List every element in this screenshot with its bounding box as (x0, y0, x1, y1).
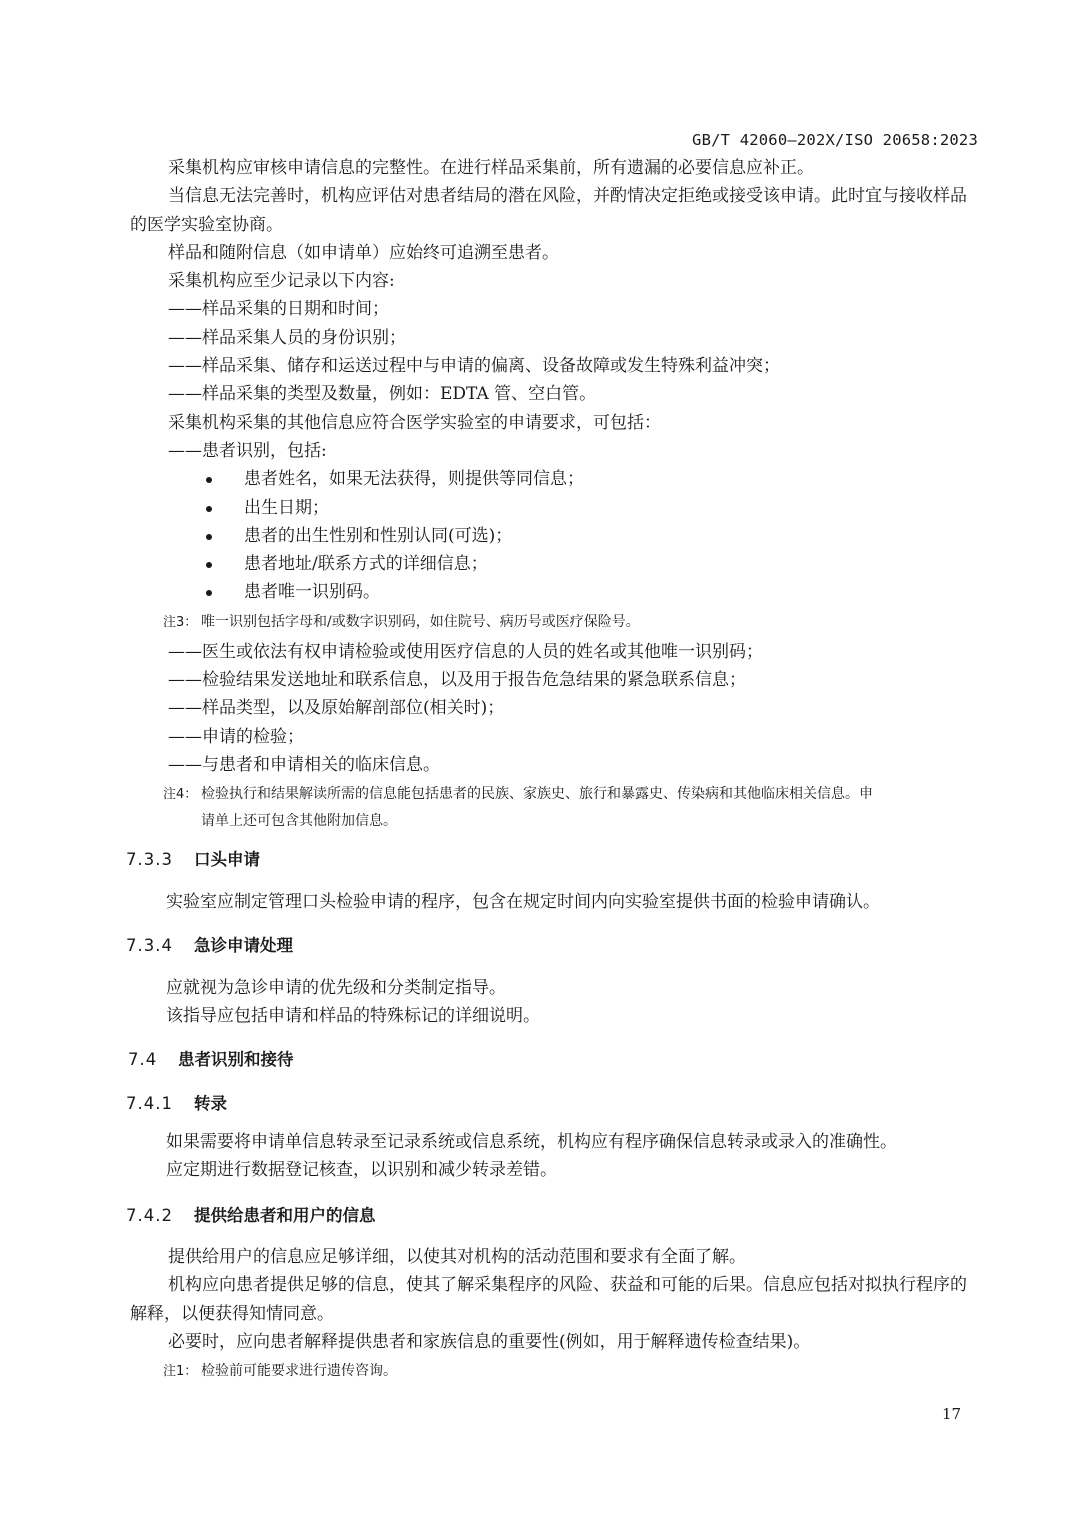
section-title: 提供给患者和用户的信息 (194, 1206, 376, 1225)
paragraph: 当信息无法完善时，机构应评估对患者结局的潜在风险，并酌情决定拒绝或接受该申请。此时宜与接收样品的医学实验室协商。 (130, 186, 967, 235)
section-heading (126, 1090, 980, 1114)
dash-list-item: ——样品采集的日期和时间； (168, 299, 389, 320)
bullet-item (130, 578, 980, 606)
section-number: 7.4.1 (126, 1094, 173, 1113)
standard-number-header: GB/T 42060—202X/ISO 20658:2023 (692, 131, 978, 149)
bullet-item (130, 522, 980, 550)
section-number: 7.3.4 (126, 936, 173, 955)
paragraph: 如果需要将申请单信息转录至记录系统或信息系统，机构应有程序确保信息转录或录入的准确性。 (166, 1132, 897, 1152)
note-4 (163, 781, 980, 834)
note-label: 注4： (163, 787, 198, 803)
paragraph: 样品和随附信息（如申请单）应始终可追溯至患者。 (168, 242, 559, 263)
dash-list-item: ——申请的检验； (168, 726, 304, 747)
section-7-4-2-body (130, 1243, 980, 1387)
paragraph: 应定期进行数据登记核查，以识别和减少转录差错。 (166, 1160, 557, 1181)
bullet-icon (206, 534, 212, 540)
section-heading (128, 1046, 980, 1070)
paragraph: 机构应向患者提供足够的信息，使其了解采集程序的风险、获益和可能的后果。信息应包括对拟执行程序的解释，以便获得知情同意。 (130, 1275, 967, 1324)
bullet-icon (206, 562, 212, 568)
section-7-4-1-body (128, 1128, 980, 1185)
paragraph: 实验室应制定管理口头检验申请的程序，包含在规定时间内向实验室提供书面的检验申请确认。 (166, 892, 880, 912)
paragraph: 应就视为急诊申请的优先级和分类制定指导。 (166, 978, 506, 998)
section-number: 7.4 (128, 1050, 158, 1069)
section-number: 7.3.3 (126, 850, 173, 869)
note-label: 注3： (163, 614, 198, 630)
section-title: 急诊申请处理 (194, 936, 293, 955)
bullet-text: 患者姓名，如果无法获得，则提供等同信息； (244, 469, 584, 490)
bullet-item (130, 550, 980, 578)
paragraph: 采集机构应至少记录以下内容: (168, 271, 395, 292)
note-text: 检验前可能要求进行遗传咨询。 (201, 1363, 397, 1380)
dash-list-item: ——医生或依法有权申请检验或使用医疗信息的人员的姓名或其他唯一识别码； (168, 641, 763, 662)
section-title: 患者识别和接待 (178, 1050, 294, 1069)
dash-list-item: ——样品采集人员的身份识别； (168, 327, 406, 348)
dash-list-item: ——与患者和申请相关的临床信息。 (168, 754, 440, 775)
section-7-4-2 (128, 1202, 980, 1226)
bullet-text: 患者地址/联系方式的详细信息； (244, 554, 488, 575)
section-7-3-3-body (128, 888, 980, 916)
bullet-text: 出生日期； (244, 497, 329, 518)
bullet-icon (206, 477, 212, 483)
section-title: 转录 (194, 1094, 227, 1113)
note-3 (163, 609, 980, 636)
note-text-line2: 请单上还可包含其他附加信息。 (201, 813, 397, 830)
page-number: 17 (942, 1405, 962, 1423)
dash-list-item: ——样品采集、储存和运送过程中与申请的偏离、设备故障或发生特殊利益冲突； (168, 356, 780, 377)
paragraph: 采集机构应审核申请信息的完整性。在进行样品采集前，所有遗漏的必要信息应补正。 (168, 158, 814, 178)
dash-list-item: ——患者识别，包括: (168, 440, 327, 461)
bullet-item (130, 494, 980, 522)
section-7-4-1 (128, 1090, 980, 1114)
dash-list-item: ——检验结果发送地址和联系信息，以及用于报告危急结果的紧急联系信息； (168, 670, 746, 691)
note-text: 唯一识别包括字母和/或数字识别码，如住院号、病历号或医疗保险号。 (201, 613, 640, 630)
dash-list-item: ——样品类型，以及原始解剖部位(相关时)； (168, 698, 505, 719)
section-heading (126, 1202, 980, 1226)
bullet-item (130, 465, 980, 493)
dash-list-item: ——样品采集的类型及数量，例如：EDTA 管、空白管。 (168, 384, 597, 405)
paragraph: 提供给用户的信息应足够详细，以使其对机构的活动范围和要求有全面了解。 (168, 1247, 746, 1267)
section-number: 7.4.2 (126, 1206, 173, 1225)
paragraph: 必要时，应向患者解释提供患者和家族信息的重要性(例如，用于解释遗传检查结果)。 (168, 1331, 811, 1352)
section-7-4 (128, 1046, 980, 1070)
paragraph: 该指导应包括申请和样品的特殊标记的详细说明。 (166, 1006, 540, 1027)
body-block-1 (130, 154, 980, 836)
note-label: 注1： (163, 1364, 198, 1380)
note-text-line1: 检验执行和结果解读所需的信息能包括患者的民族、家族史、旅行和暴露史、传染病和其他临床相关信息。申 (201, 786, 873, 803)
bullet-icon (206, 590, 212, 596)
section-7-3-4-body (128, 974, 980, 1031)
paragraph: 采集机构采集的其他信息应符合医学实验室的申请要求，可包括： (168, 412, 661, 433)
section-heading (126, 846, 980, 870)
section-title: 口头申请 (194, 850, 260, 869)
bullet-icon (206, 506, 212, 512)
section-7-3-4 (128, 932, 980, 956)
section-7-3-3 (128, 846, 980, 870)
bullet-text: 患者的出生性别和性别认同(可选)； (244, 525, 513, 546)
bullet-text: 患者唯一识别码。 (244, 582, 380, 603)
section-heading (126, 932, 980, 956)
note-1 (163, 1358, 980, 1385)
